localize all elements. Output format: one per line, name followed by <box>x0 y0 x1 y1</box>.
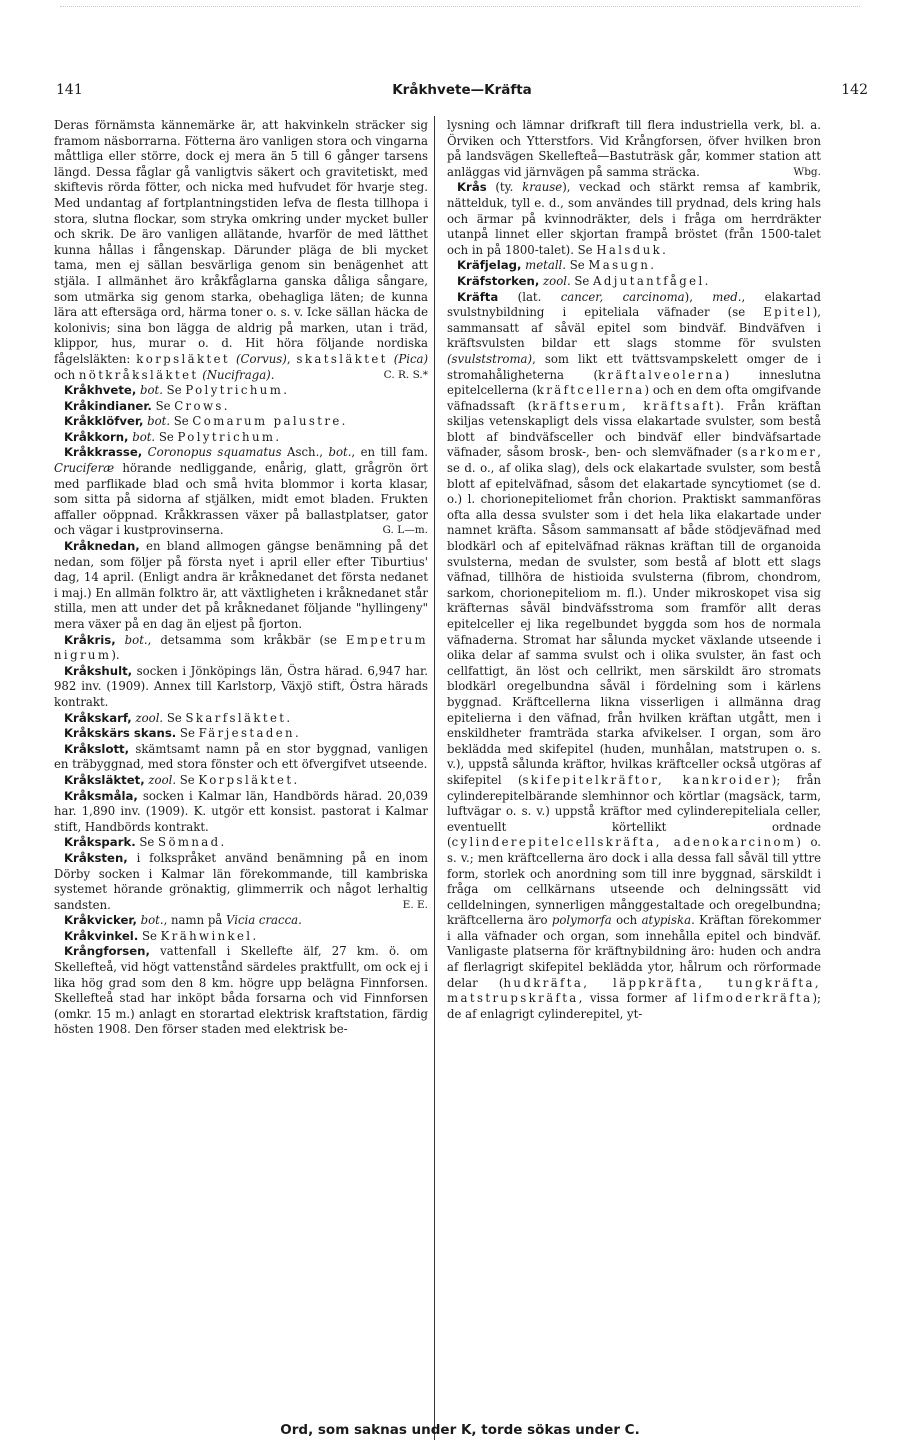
headword: Kräfstorken, <box>457 273 540 288</box>
headword: Kräfta <box>457 289 499 304</box>
author-signature: E. E. <box>402 898 428 911</box>
entry-krafjelag: Kräfjelag, metall. Se Masugn. <box>457 258 657 273</box>
entry-krakskarf: Kråkskarf, zool. Se Skarfsläktet. <box>64 710 293 725</box>
entry-krangforsen: Krångforsen, vattenfall i Skellefte älf, 27 km. ö. om Skellefteå, vid högt vattenstånd särdeles praktfullt, om ock ej i lika hög grad som den 8 km. högre upp belägna Finnforsen. Skellefteå stad har inköpt båda forsarna och vid Finnforsen (omkr. 15 m.) anlagt en storartad elektrisk kraftstation, färdig hösten 1908. Den förser staden med elektrisk be- <box>54 944 428 1037</box>
cross-reference: Färjestaden. <box>198 726 302 741</box>
headword: Kråkklöfver, <box>64 414 144 429</box>
cross-reference: Krähwinkel. <box>160 928 259 943</box>
cross-reference: Empetrum nigrum <box>54 632 428 663</box>
headword: Kråkvinkel. <box>64 928 139 943</box>
cross-reference: Polytrichum. <box>185 383 290 398</box>
headword: Kråkhvete, <box>64 383 137 398</box>
headword: Krångforsen, <box>64 944 150 959</box>
entry-krakspark: Kråkspark. Se Sömnad. <box>64 835 227 850</box>
cross-reference: Crows. <box>174 398 230 413</box>
entry-krakklofver: Kråkklöfver, bot. Se Comarum palustre. <box>64 414 348 429</box>
entry-krafta: Kräfta (lat. cancer, carcinoma), med., elakartad svulstnybildning i epiteliala väfnader (se Epitel), sammansatt af såväl epitel som bindväf. Bindväfven i kräftsvulsten bildar ett slags stomme för svulsten (svulststroma), som likt ett tvättsvampskelett omger de i stromahåligheterna (kräftalveolerna) inneslutna epitelcellerna (kräftcellerna) och en dem ofta omgifvande väfnadssaft (kräftserum, kräftsaft). Från kräftan skiljas vetenskapligt dels vissa elakartade svulster, som bestå blott af bindväfsceller och bindväf eller bindväfsartade väfnader, såsom brosk-, ben- och slemväfnader (sarkomer, se d. o., af olika slag), dels ock elakartade svulster, som bestå blott af epitelväfnad, såsom det elakartade syncytiomet (se d. o.) l. chorionepiteliomet från chorion. Praktiskt sammanföras ofta alla dessa svulster som i det hela lika elakartade under namnet kräfta. Såsom sammansatt af både stödjeväfnad med blodkärl och af epitelväfnad räknas kräftan till de organoida svulsterna, medan de svulster, som bestå af blott ett slags väfnad, tillhöra de histioida svulsterna (fibrom, chondrom, sarkom, chorionepiteliom m. fl.). Under mikroskopet visa sig kräfternas såväl bindväfsstroma som framför allt deras epitelceller ej lika regelbundet byggda som hos de normala väfnaderna. Stromat har sålunda mycket växlande utseende i olika delar af samma svulst och i olika svulster, än fast och cellfattigt, än löst och cellrikt, men särskildt äro stromats blodkärl oregelbundna såväl i fördelning som i kärlens byggnad. Kräftcellerna likna visserligen i allmänna drag epitelierna i den väfnad, från hvilken kräftan utgått, men i enskildheter framträda starka afvikelser. I organ, som äro beklädda med skifepitel (huden, munhålan, matstrupen o. s. v.), uppstå sålunda kräftor, hvilkas kräftceller också utgöras af skifepitel (skifepitelkräftor, kankroider); från cylinderepitelbärande slemhinnor och körtlar (magsäck, tarm, luftvägar o. s. v.) uppstå kräftor med cylinderepiteliala celler, eventuellt körtellikt ordnade (cylinderepitelcellskräfta, adenokarcinom) o. s. v.; men kräftcellerna äro dock i alla dessa fall såväl till yttre form, storlek och anordning som till inre byggnad, särskildt i fråga om cellkärnans utseende och delningssätt vid celldelningen, synnerligen månggestaltade och oregelbundna; kräftcellerna äro polymorfa och atypiska. Kräftan förekommer i alla väfnader och organ, som innehålla epitel och bindväf. Vanligaste platserna för kräftnybildning äro: huden och andra af flerlagrigt skifepitel beklädda ytor, hålrum och rörformade delar (hudkräfta, läppkräfta, tungkräfta, matstrupskräfta, vissa former af lifmoderkräfta); de af enlagrigt cylinderepitel, yt- <box>447 289 822 1021</box>
entry-kraknedan: Kråknedan, en bland allmogen gängse benämning på det nedan, som följer på första nyet i april eller efter Tiburtius' dag, 14 april. (Enligt andra är kråknedanet det första nedanet i maj.) En allmän folktro är, att växtligheten i kråknedanet står stilla, men att under det på kråknedanet följande "hyllingeny" mera växer på en dag än eljest på fjorton. <box>54 539 428 631</box>
headword: Kråkskärs skans. <box>64 726 177 741</box>
headword: Kråkspark. <box>64 835 136 850</box>
page-footer: Ord, som saknas under K, torde sökas under C. <box>280 1422 640 1438</box>
cross-reference: Comarum palustre. <box>192 414 348 429</box>
right-page-number: 142 <box>841 82 868 98</box>
entry-krakvinkel: Kråkvinkel. Se Krähwinkel. <box>64 928 259 943</box>
entry-krakvicker: Kråkvicker, bot., namn på Vicia cracca. <box>64 913 302 928</box>
headword: Kråkindianer. <box>64 398 152 413</box>
entry-krakris: Kråkris, bot., detsamma som kråkbär (se Empetrum nigrum). <box>54 632 428 663</box>
entry-krafstorken: Kräfstorken, zool. Se Adjutantfågel. <box>457 273 711 288</box>
entry-kraksten: Kråksten, i folkspråket använd benämning på en inom Dörby socken i Kalmar län förekommande, till kambriska systemet hörande grönaktig, glimmerrik och något lerhaltig sandsten. E. E. <box>54 850 428 912</box>
entry-krakslott: Kråkslott, skämtsamt namn på en stor byggnad, vanligen en träbyggnad, med stora fönster och ett öfvergifvet utseende. <box>54 741 428 772</box>
author-signature: C. R. S.* <box>383 368 428 381</box>
headword: Kråksmåla, <box>64 788 138 803</box>
headword: Kråkkrasse, <box>64 445 143 460</box>
left-page-number: 141 <box>56 82 83 98</box>
left-column <box>54 118 428 1038</box>
headword: Kråkkorn, <box>64 429 129 444</box>
entry-kras: Krås (ty. krause), veckad och stärkt remsa af kambrik, nättelduk, tyll e. d., som användes till prydnad, dels kring hals och ärmar på kvinnodräkter, dels i fråga om herrdräkter utanpå linnet eller skjortan frampå bröstet (från 1500-talet och in på 1800-talet). Se Halsduk. <box>447 180 822 257</box>
headword: Kråkvicker, <box>64 913 137 928</box>
cross-reference: Polytrichum. <box>177 429 282 444</box>
entry-krakkorn: Kråkkorn, bot. Se Polytrichum. <box>64 429 282 444</box>
headword: Kråkskarf, <box>64 710 132 725</box>
headword: Krås <box>457 180 487 195</box>
cross-reference: Skarfsläktet. <box>185 710 293 725</box>
entry-krakindianer: Kråkindianer. Se Crows. <box>64 398 230 413</box>
headword: Kråkshult, <box>64 663 133 678</box>
entry-krakkrasse: Kråkkrasse, Coronopus squamatus Asch., bot., en till fam. Cruciferæ hörande nedliggande, enårig, glatt, grågrön ört med parflikade blad och små hvita blommor i korta klasar, som sitta på sidorna af stjälken, midt emot bladen. Frukten affaller oöppnad. Kråkkrassen växer på ballastplatser, gator och vägar i kustprovinserna. G. L—m. <box>54 445 429 538</box>
entry-krakshult: Kråkshult, socken i Jönköpings län, Östra härad. 6,947 har. 982 inv. (1909). Annex till Karlstorp, Växjö stift, Östra härads kontrakt. <box>54 663 428 709</box>
headword: Kråkris, <box>64 632 116 647</box>
entry-kraksmala: Kråksmåla, socken i Kalmar län, Handbörds härad. 20,039 har. 1,890 inv. (1909). K. utgör ett konsist. pastorat i Kalmar stift, Handbörds kontrakt. <box>54 788 428 834</box>
entry-krakhvete: Kråkhvete, bot. Se Polytrichum. <box>64 383 290 398</box>
author-signature: G. L—m. <box>382 524 428 537</box>
entry-continuation: lysning och lämnar drifkraft till flera industriella verk, bl. a. Örviken och Ytterstfors. Vid Krångforsen, öfver hvilken bron på landsvägen Skellefteå—Bastuträsk går, kommer station att anläggas vid järnvägen på samma sträcka. Wbg. <box>447 118 821 179</box>
cross-reference: Adjutantfågel. <box>593 273 711 288</box>
author-signature: Wbg. <box>793 165 821 178</box>
entry-krakskars-skans: Kråkskärs skans. Se Färjestaden. <box>64 726 302 741</box>
headword: Kräfjelag, <box>457 258 522 273</box>
running-title: Kråkhvete—Kräfta <box>392 82 532 98</box>
page-header <box>56 82 868 104</box>
headword: Kråksläktet, <box>64 772 145 787</box>
cross-reference: Halsduk. <box>596 242 669 257</box>
entry-kraksläktet: Kråksläktet, zool. Se Korpsläktet. <box>64 772 300 787</box>
cross-reference: Masugn. <box>588 258 657 273</box>
cross-reference: Korpsläktet. <box>198 772 300 787</box>
column-divider <box>434 116 435 1440</box>
headword: Kråksten, <box>64 850 128 865</box>
headword: Kråkslott, <box>64 741 130 756</box>
entry-continuation: Deras förnämsta kännemärke är, att hakvinkeln sträcker sig framom näsborrarna. Fötterna äro vanligen stora och vingarna måttliga eller större, dock ej mera än 5 till 6 gånger tarsens längd. Dessa fåglar gå vanligtvis säkert och gravitetiskt, med skiftevis rörda fötter, och nicka med hufvudet för hvarje steg. Med undantag af fortplantningstiden lefva de flesta tillhopa i stora, slutna flockar, som stryka omkring under mycket buller och skrik. De äro vanligen allätande, hvarför de med lätthet kunna hållas i fångenskap. Därunder pläga de bli mycket tama, men ej sällan besvärliga genom sin benägenhet att stjäla. I allmänhet äro kråkfåglarna ganska dåliga sångare, som utmärka sig genom starka, obehagliga läten; de kunna lära att eftersäga ord, härma toner o. s. v. Icke sällan häcka de kolonivis; sina bon lägga de aldrig på marken, utan i träd, klippor, hus, murar o. d. Hit höra följande nordiska fågelsläkten: korpsläktet (Corvus), skatsläktet (Pica) och nötkråksläktet (Nucifraga). C. R. S.* <box>54 118 429 382</box>
right-column <box>447 118 821 1022</box>
cross-reference: Sömnad. <box>158 835 227 850</box>
headword: Kråknedan, <box>64 539 140 554</box>
scan-top-edge <box>60 6 860 7</box>
